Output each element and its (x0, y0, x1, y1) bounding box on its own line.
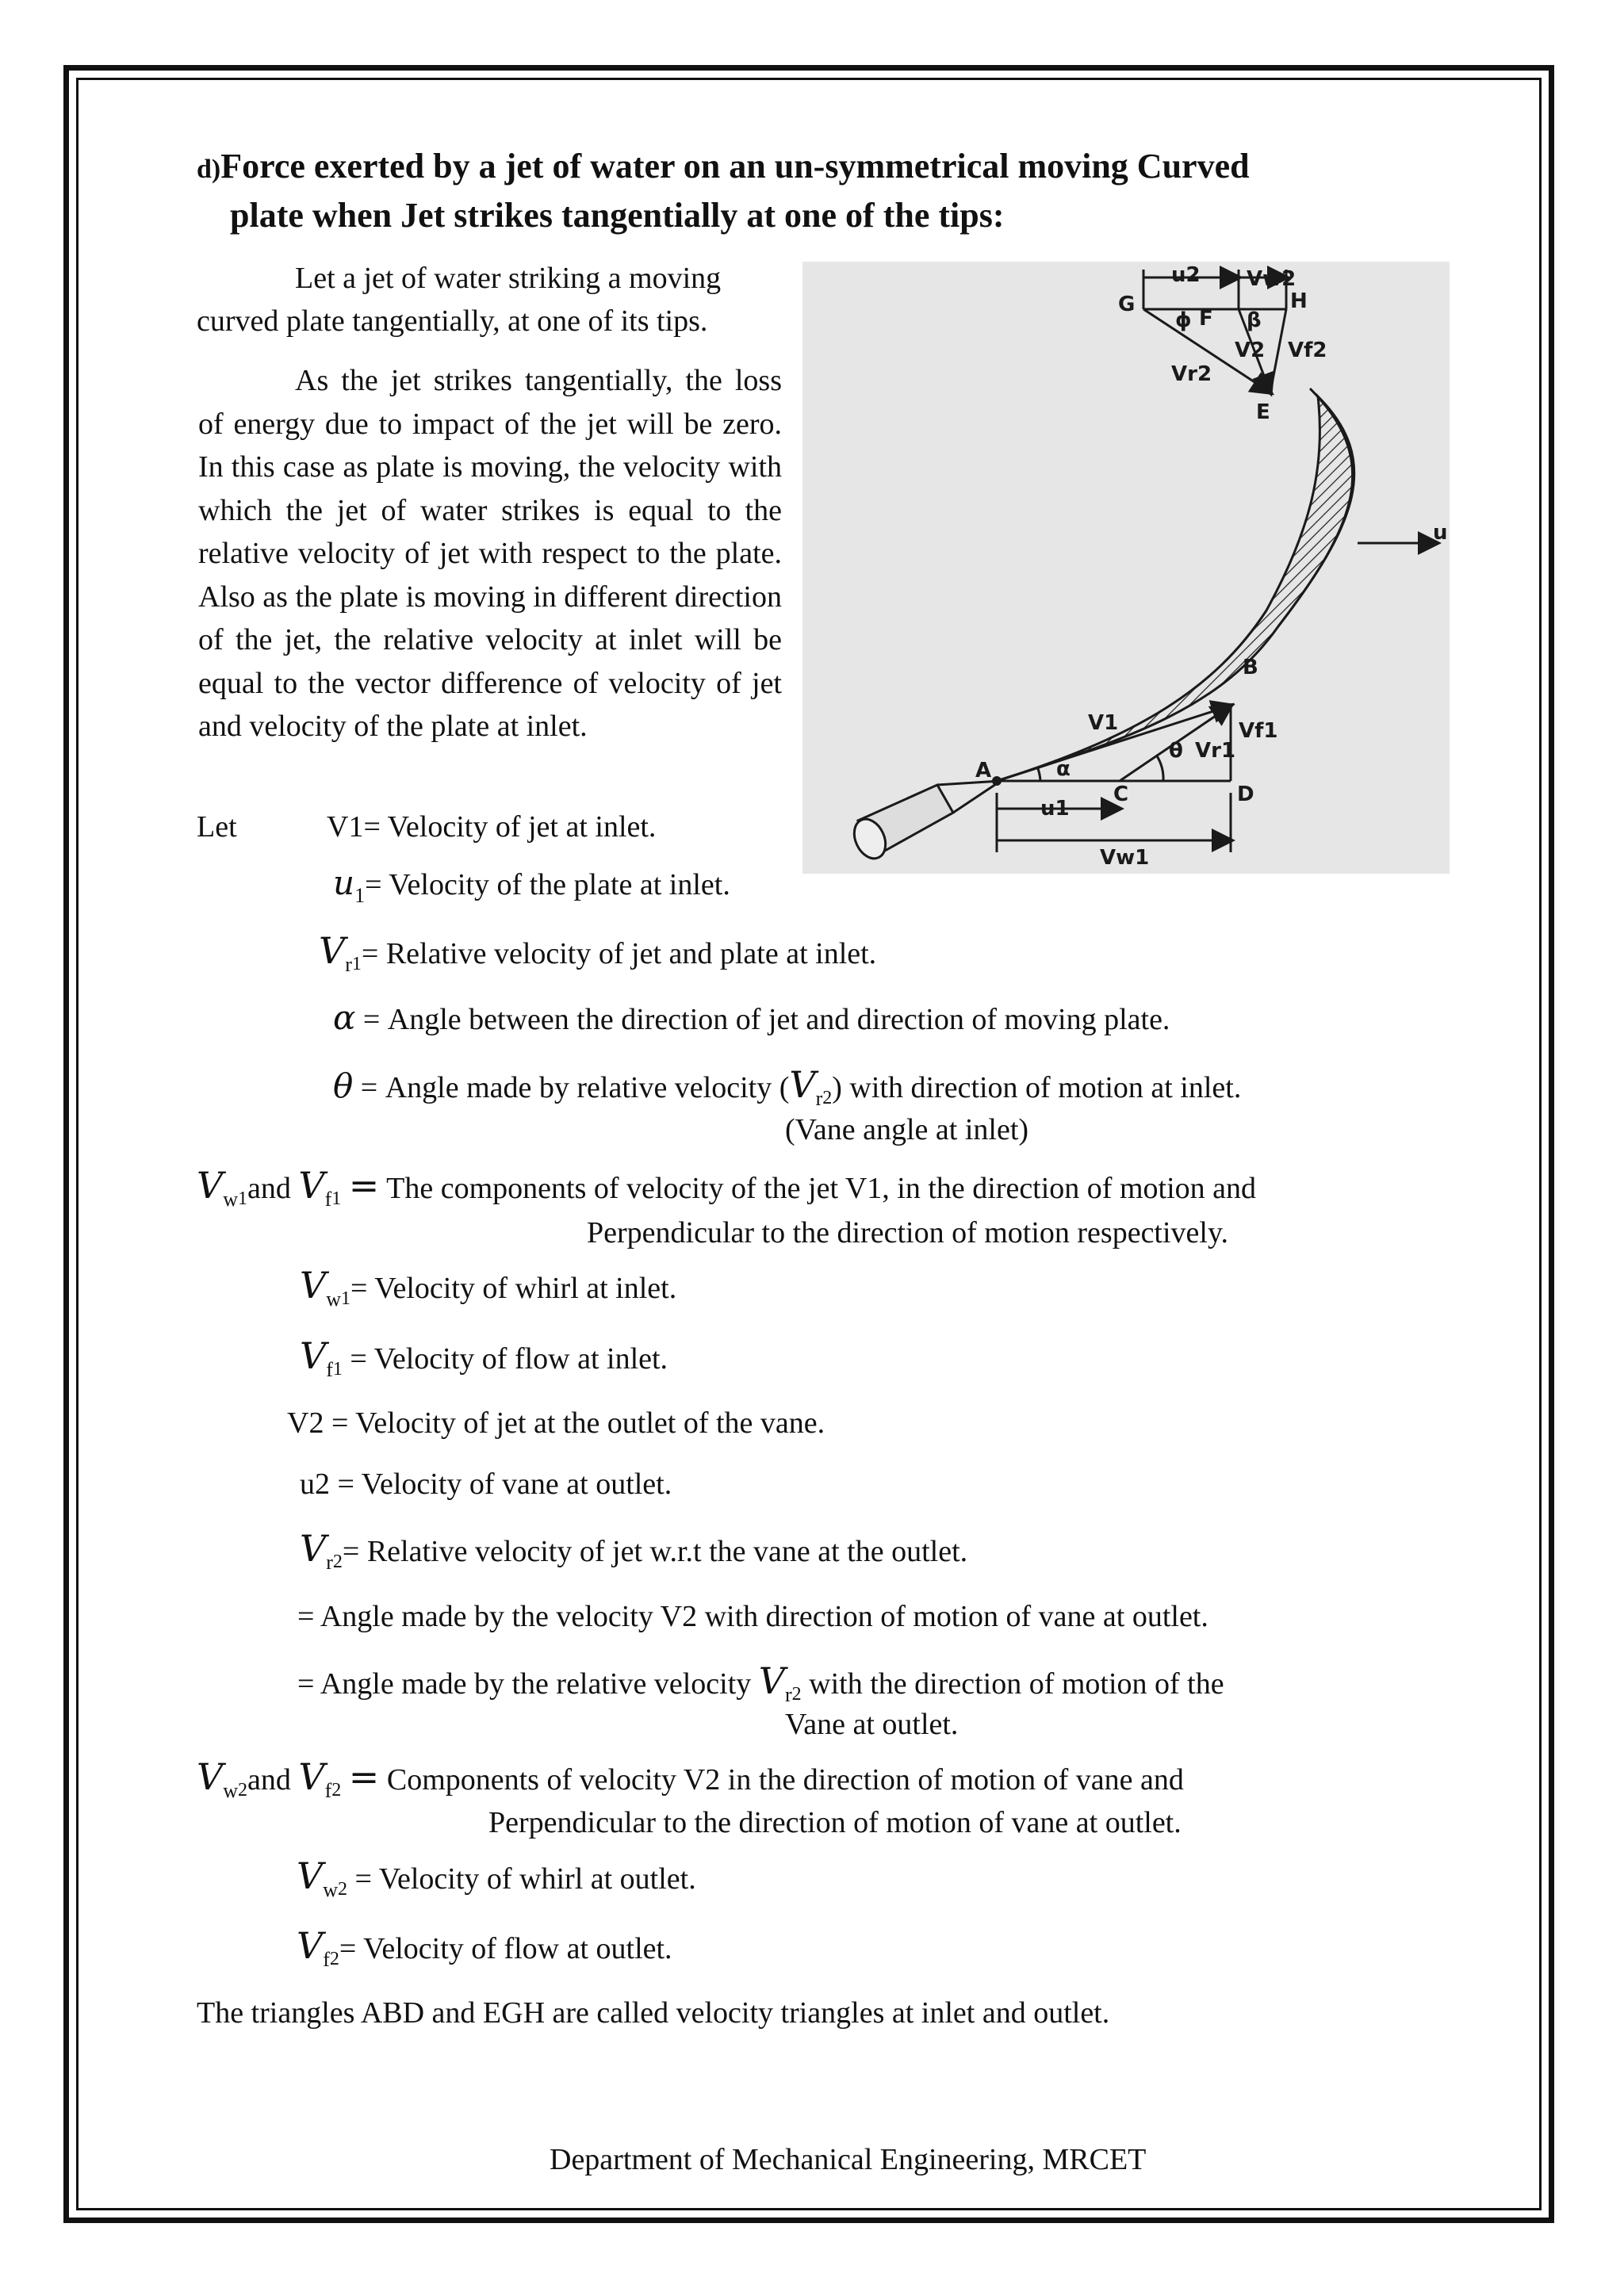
label-b: B (1243, 656, 1258, 679)
closing-sentence: The triangles ABD and EGH are called velocity triangles at inlet and outlet. (197, 1996, 1110, 2030)
label-theta: θ (1169, 739, 1183, 763)
def-v1: V1= Velocity of jet at inlet. (327, 810, 657, 844)
label-alpha: α (1056, 757, 1071, 781)
def-vw1: $V_{w1}=$ Velocity of whirl at inlet. (300, 1264, 677, 1311)
curved-vane-diagram (802, 262, 1450, 874)
intro-paragraph-2: As the jet strikes tangentially, the loss of energy due to impact of the jet will be zero. In this case as plate is moving, the velocity with which the jet of water strikes is equal to the relative velocity of jet with respect to the plate. Also as the plate is moving in different direction of the jet, the relative velocity at inlet will be equal to the vector difference of velocity of jet and velocity of the plate at inlet. (198, 364, 782, 743)
let-label: Let (197, 810, 237, 844)
label-g: G (1118, 293, 1136, 316)
def-angle-vr2-line-2: Vane at outlet. (785, 1708, 959, 1741)
label-beta: β (1247, 308, 1262, 332)
label-v2: V2 (1235, 339, 1266, 362)
def-vf2: $V_{f2}=$ Velocity of flow at outlet. (297, 1924, 672, 1971)
def-theta-note: (Vane angle at inlet) (785, 1113, 1029, 1146)
label-vf2: Vf2 (1288, 339, 1327, 362)
def-vw1-vf1-line-2: Perpendicular to the direction of motion respectively. (587, 1216, 1229, 1249)
def-theta: θ = Angle made by relative velocity $(V_{r2})$ with direction of motion at inlet. (333, 1063, 1242, 1110)
def-angle-v2: = Angle made by the velocity V2 with direction of motion of vane at outlet. (297, 1600, 1208, 1633)
def-vr1: $V_{r1}=$ Relative velocity of jet and plate at inlet. (319, 929, 877, 976)
def-v2: V2 = Velocity of jet at the outlet of the vane. (287, 1406, 825, 1440)
label-a: A (975, 759, 992, 783)
label-vw1: Vw1 (1100, 846, 1150, 870)
def-vw2-vf2-line-2: Perpendicular to the direction of motion of vane at outlet. (488, 1806, 1182, 1839)
label-vw2: Vw2 (1247, 267, 1297, 291)
heading-line-1: Force exerted by a jet of water on an un-symmetrical moving Curved (220, 147, 1250, 186)
label-u1: u1 (1040, 797, 1070, 821)
velocity-triangle-figure (802, 262, 1450, 874)
label-vf1: Vf1 (1239, 719, 1278, 743)
def-vr2: $V_{r2}=$ Relative velocity of jet w.r.t the vane at the outlet. (300, 1527, 968, 1574)
label-phi: ϕ (1175, 308, 1192, 332)
section-marker: d) (197, 155, 221, 184)
heading-line-2: plate when Jet strikes tangentially at one of the tips: (230, 196, 1005, 235)
section-heading (197, 146, 1250, 186)
label-c: C (1113, 783, 1129, 806)
label-u2: u2 (1171, 263, 1201, 287)
def-vw1-vf1: $V_{w1}and$ $V_{f1}$ = The components of velocity of the jet V1, in the direction of motion and (197, 1164, 1256, 1211)
def-vw2-vf2: $V_{w2}and$ $V_{f2}$ = Components of velocity V2 in the direction of motion of vane and (197, 1755, 1184, 1802)
intro-line-1: Let a jet of water striking a moving (295, 262, 722, 295)
intro-line-2: curved plate tangentially, at one of its tips. (197, 304, 708, 338)
def-alpha: α = Angle between the direction of jet and direction of moving plate. (333, 998, 1170, 1037)
label-v1: V1 (1088, 711, 1119, 735)
page-footer: Department of Mechanical Engineering, MRCET (550, 2143, 1147, 2176)
def-u2: u2 = Velocity of vane at outlet. (300, 1468, 672, 1501)
label-d: D (1237, 783, 1254, 806)
label-f: F (1199, 307, 1213, 331)
label-vr2: Vr2 (1171, 362, 1212, 386)
label-u: u (1433, 521, 1448, 545)
vf2-vector (1270, 309, 1286, 392)
label-e: E (1256, 400, 1270, 424)
label-h: H (1290, 289, 1308, 313)
label-vr1: Vr1 (1195, 739, 1236, 763)
def-vw2: $V_{w2}$ = Velocity of whirl at outlet. (297, 1854, 696, 1901)
def-u1: $u_1=$ Velocity of the plate at inlet. (333, 863, 730, 907)
point-a (992, 776, 1002, 786)
def-vf1: $V_{f1}$ = Velocity of flow at inlet. (300, 1334, 668, 1381)
nozzle-shape (848, 781, 1001, 863)
def-angle-vr2: = Angle made by the relative velocity $V_{r2}$ with the direction of motion of the (297, 1659, 1224, 1706)
